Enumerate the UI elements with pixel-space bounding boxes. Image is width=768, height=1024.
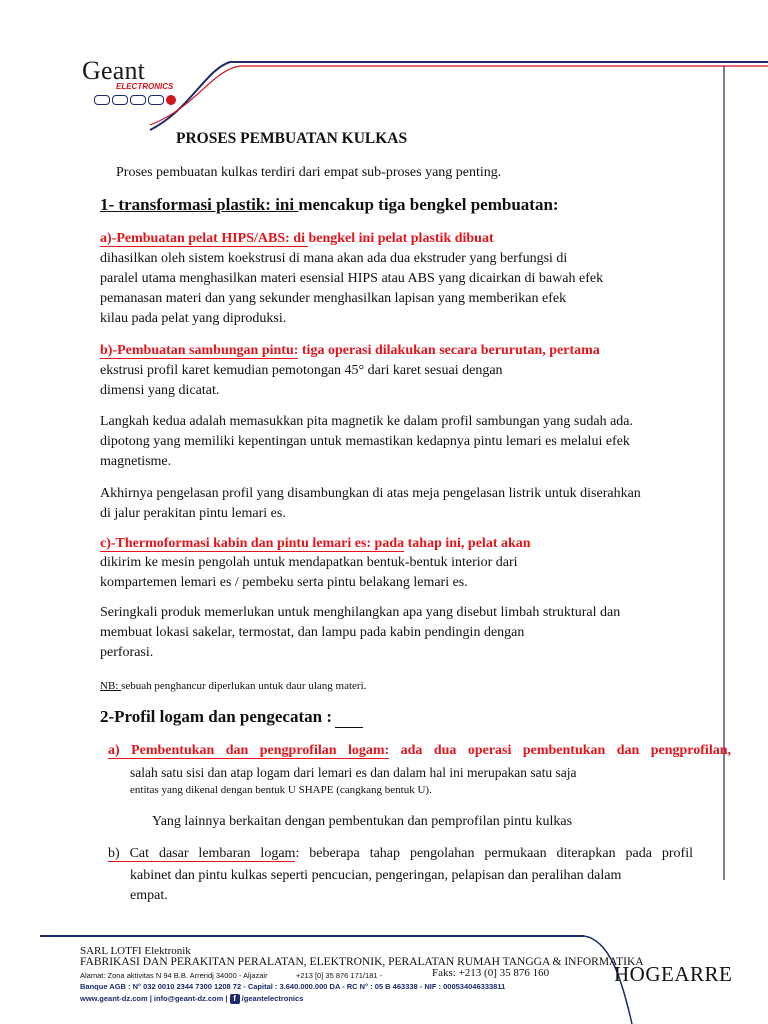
- section2-b-line: kabinet dan pintu kulkas seperti pencucian, pengeringan, pelapisan dan peralihan dalam: [130, 868, 622, 883]
- facebook-icon[interactable]: f: [230, 994, 240, 1004]
- section1-a-heading-tail: bengkel ini pelat plastik dibuat: [308, 231, 494, 246]
- section2-a-heading-underlined: a) Pembentukan dan pengprofilan logam:: [108, 743, 390, 758]
- footer-web: [80, 994, 303, 1004]
- section1-c-heading: [100, 534, 531, 554]
- intro-paragraph: Proses pembuatan kulkas terdiri dari empat sub-proses yang penting.: [116, 165, 502, 180]
- section1-b-para3-line: di jalur perakitan pintu lemari es.: [100, 506, 286, 521]
- section1-c-line: dikirim ke mesin pengolah untuk mendapatkan bentuk-bentuk interior dari: [100, 555, 518, 570]
- section1-a-line: paralel utama menghasilkan materi esensial HIPS atau ABS yang dicairkan di bawah efek: [100, 271, 604, 286]
- section2-b-heading: [108, 844, 693, 864]
- footer-web-links[interactable]: www.geant-dz.com | info@geant-dz.com |: [80, 994, 228, 1003]
- footer-phone: +213 [0] 35 876 171/181 -: [296, 971, 383, 980]
- section2-a-heading: [108, 741, 731, 761]
- document-title: PROSES PEMBUATAN KULKAS: [176, 130, 408, 147]
- logo-subtitle: ELECTRONICS: [116, 82, 174, 91]
- section1-a-line: pemanasan materi dan yang sekunder menghasilkan lapisan yang memberikan efek: [100, 291, 567, 306]
- section1-a-line: kilau pada pelat yang diproduksi.: [100, 311, 287, 326]
- section1-b-para2-line: Langkah kedua adalah memasukkan pita magnetik ke dalam profil sambungan yang sudah ada.: [100, 414, 633, 429]
- section2-a-line: salah satu sisi dan atap logam dari lemari es dan dalam hal ini merupakan satu saja: [130, 765, 577, 780]
- brand-name: HOGEARRE: [614, 962, 733, 986]
- section1-c-para2-line: membuat lokasi sakelar, termostat, dan lampu pada kabin pendingin dengan: [100, 625, 525, 640]
- nb-text: sebuah penghancur diperlukan untuk daur ulang materi.: [121, 680, 367, 692]
- footer-bank: Banque AGB : N° 032 0010 2344 7300 1208 72 - Capital : 3.640.000.000 DA - RC N° : 05 B 463338 - NIF : 000534046333811: [80, 982, 506, 991]
- section2-heading-text: 2-Profil logam dan pengecatan :: [100, 707, 333, 726]
- nb-label: NB:: [100, 680, 122, 692]
- footer-activity: FABRIKASI DAN PERAKITAN PERALATAN, ELEKTRONIK, PERALATAN RUMAH TANGGA & INFORMATIKA: [80, 956, 644, 968]
- section2-heading: [100, 707, 363, 728]
- section2-heading-rule: [335, 707, 363, 728]
- section1-c-para2-line: perforasi.: [100, 645, 154, 660]
- section2-b-heading-underlined: b) Cat dasar lembaran logam: [108, 846, 296, 861]
- section1-c-line: kompartemen lemari es / pembeku serta pintu belakang lemari es.: [100, 575, 468, 590]
- section1-a-heading-underlined: a)-Pembuatan pelat HIPS/ABS: di: [100, 231, 309, 246]
- section2-a-heading-tail: ada dua operasi pembentukan dan pengprofilan,: [389, 743, 731, 758]
- section1-b-heading-tail: tiga operasi dilakukan secara berurutan, pertama: [298, 343, 600, 358]
- section1-b-para3-line: Akhirnya pengelasan profil yang disambungkan di atas meja pengelasan listrik untuk diserahkan: [100, 486, 641, 501]
- section1-b-line: dimensi yang dicatat.: [100, 383, 220, 398]
- section1-b-para2-line: dipotong yang memiliki kepentingan untuk memastikan kedapnya pintu lemari es melalui efek: [100, 434, 630, 449]
- section1-heading-tail: mencakup tiga bengkel pembuatan:: [298, 195, 559, 214]
- footer-rule: [40, 935, 584, 937]
- footer-facebook-handle[interactable]: /geantelectronics: [241, 994, 304, 1003]
- section1-b-para2-line: magnetisme.: [100, 454, 172, 469]
- section1-b-heading: [100, 341, 600, 361]
- section1-b-line: ekstrusi profil karet kemudian pemotongan 45° dari karet sesuai dengan: [100, 363, 503, 378]
- company-logo: Geant: [82, 56, 146, 85]
- footer-address: Alamat: Zona aktivitas N 94 B.B. Arreridj 34000 - Aljazair: [80, 971, 268, 980]
- footer-company: SARL LOTFI Elektronik: [80, 945, 191, 957]
- logo-emblem-icon: [94, 95, 176, 105]
- section1-heading-underlined: 1- transformasi plastik: ini: [100, 195, 299, 214]
- section2-a-line: Yang lainnya berkaitan dengan pembentukan dan pemprofilan pintu kulkas: [152, 814, 573, 829]
- section1-c-para2-line: Seringkali produk memerlukan untuk menghilangkan apa yang disebut limbah struktural dan: [100, 605, 621, 620]
- footer-fax: Faks: +213 (0] 35 876 160: [432, 967, 550, 979]
- section2-b-line: empat.: [130, 888, 168, 903]
- section1-heading: [100, 195, 559, 215]
- section1-a-heading: [100, 229, 494, 249]
- nb-note: [100, 676, 366, 696]
- section1-c-heading-tail: tahap ini, pelat akan: [404, 536, 531, 551]
- section2-b-heading-tail: : beberapa tahap pengolahan permukaan diterapkan pada profil: [295, 846, 693, 861]
- section1-a-line: dihasilkan oleh sistem koekstrusi di mana akan ada dua ekstruder yang berfungsi di: [100, 251, 568, 266]
- section1-c-heading-underlined: c)-Thermoformasi kabin dan pintu lemari es: pada: [100, 536, 405, 551]
- section1-b-heading-underlined: b)-Pembuatan sambungan pintu:: [100, 343, 299, 358]
- section2-a-line-small: entitas yang dikenal dengan bentuk U SHAPE (cangkang bentuk U).: [130, 784, 432, 796]
